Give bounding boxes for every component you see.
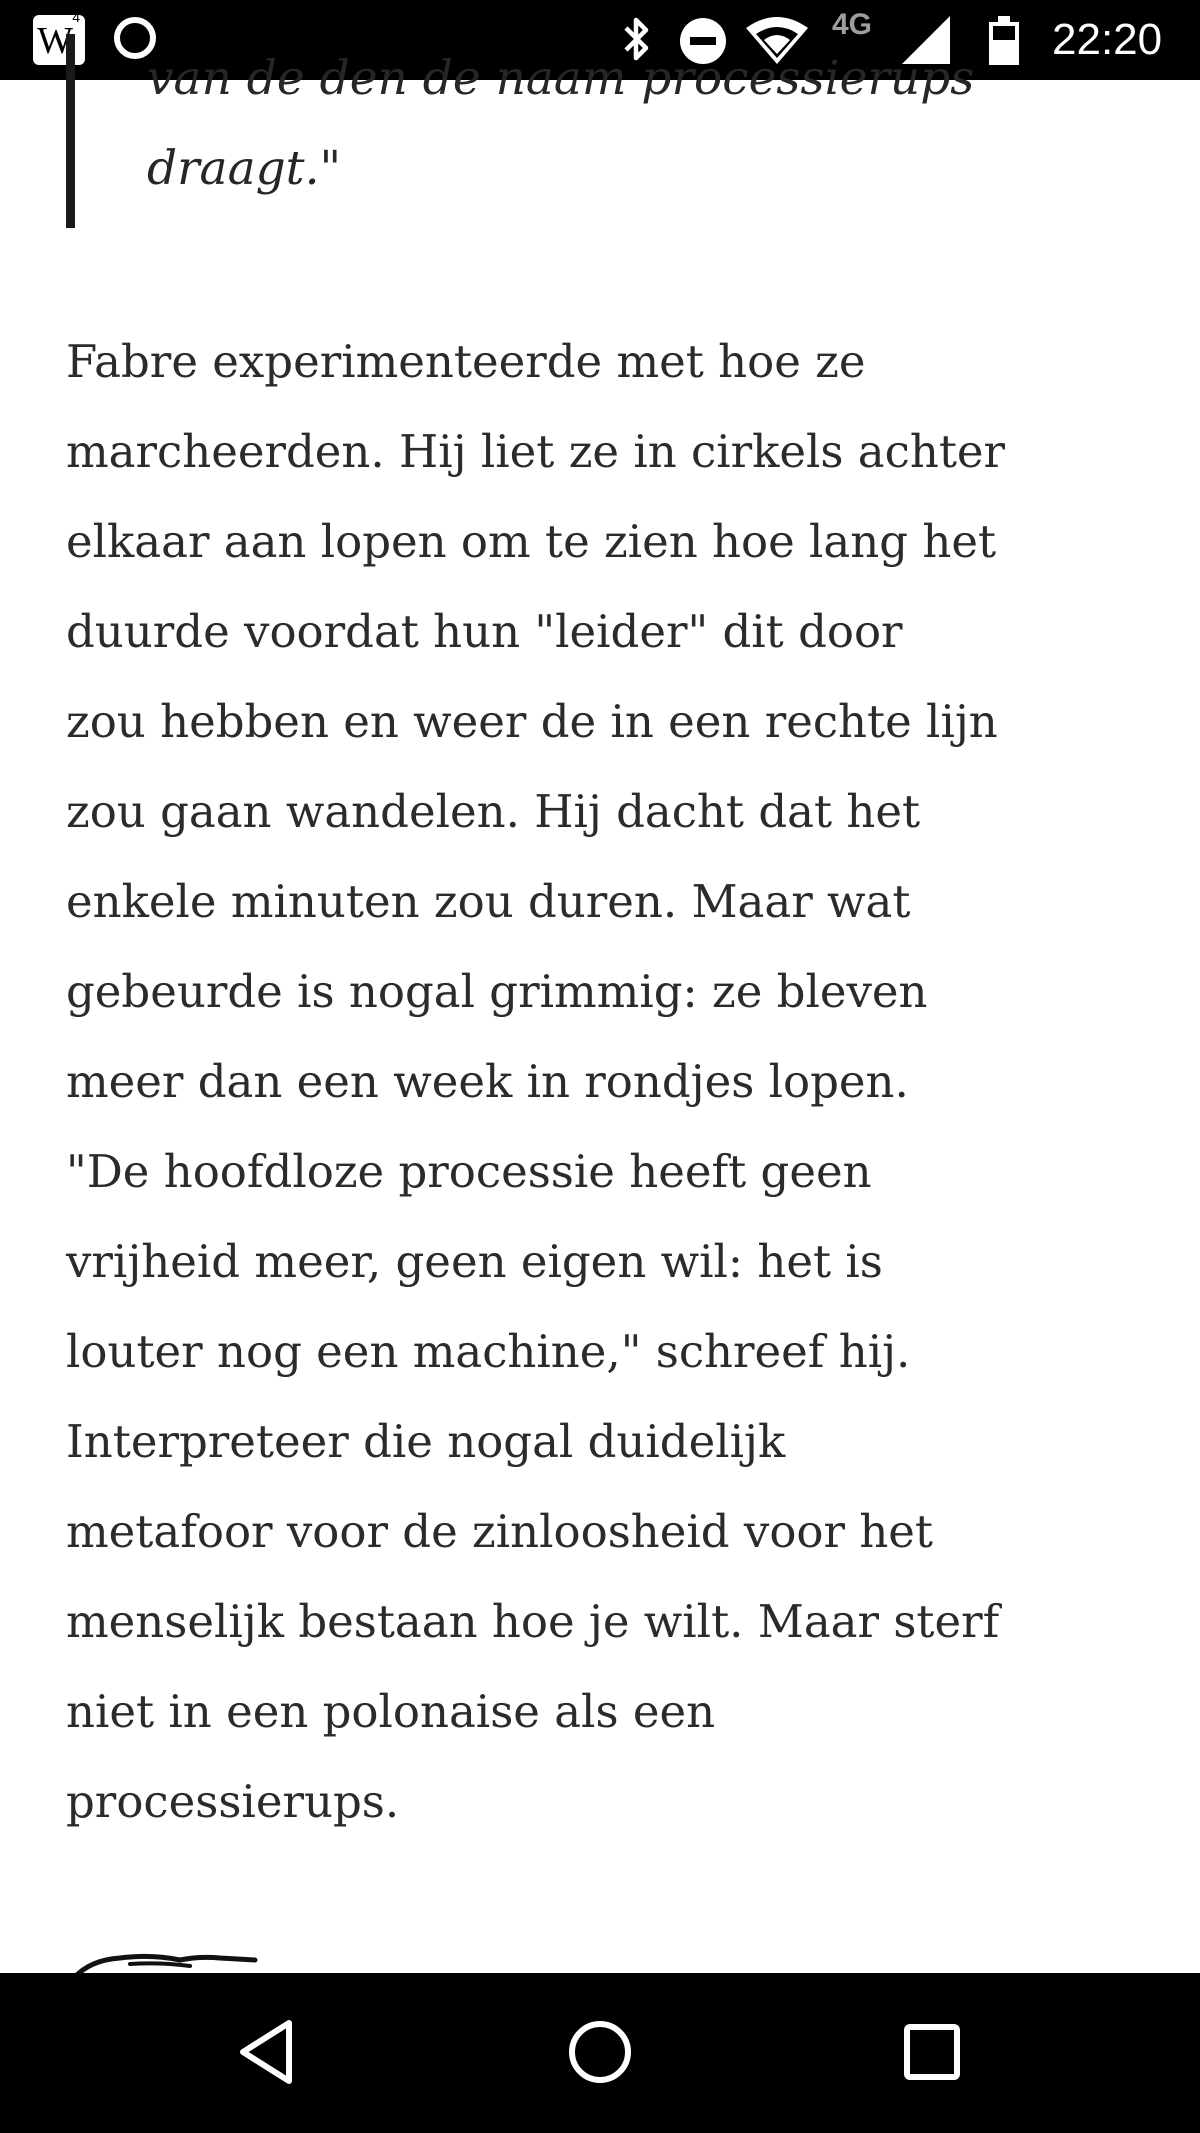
paragraph-line: duurde voordat hun "leider" dit door: [66, 605, 903, 658]
paragraph-line: zou gaan wandelen. Hij dacht dat het: [66, 785, 921, 838]
paragraph-line: niet in een polonaise als een: [66, 1685, 716, 1738]
paragraph-line: zou hebben en weer de in een rechte lijn: [66, 695, 998, 748]
paragraph-line: louter nog een machine," schreef hij.: [66, 1325, 911, 1378]
paragraph-line: gebeurde is nogal grimmig: ze bleven: [66, 965, 928, 1018]
paragraph-line: meer dan een week in rondjes lopen.: [66, 1055, 909, 1108]
paragraph-line: elkaar aan lopen om te zien hoe lang het: [66, 515, 997, 568]
paragraph-line: "De hoofdloze processie heeft geen: [66, 1145, 872, 1198]
paragraph-line: metafoor voor de zinloosheid voor het: [66, 1505, 934, 1558]
blockquote-line: van de den de naam processierups: [147, 51, 975, 106]
app-badge-letter: W: [37, 20, 73, 62]
paragraph-line: Fabre experimenteerde met hoe ze: [66, 335, 866, 388]
paragraph-line: processierups.: [66, 1775, 400, 1828]
paragraph-line: menselijk bestaan hoe je wilt. Maar sterf: [66, 1595, 1000, 1648]
blockquote: [66, 34, 1126, 228]
navigation-bar: [0, 1973, 1200, 2133]
app-badge-superscript: 4: [72, 9, 80, 25]
paragraph-line: marcheerden. Hij liet ze in cirkels achter: [66, 425, 1006, 478]
paragraph-line: enkele minuten zou duren. Maar wat: [66, 875, 911, 928]
status-clock: 22:20: [1052, 15, 1163, 64]
paragraph-line: vrijheid meer, geen eigen wil: het is: [66, 1235, 883, 1288]
home-icon: [565, 2017, 635, 2087]
blockquote-line: draagt.": [147, 141, 342, 196]
home-button[interactable]: [540, 1997, 660, 2107]
recents-button[interactable]: [872, 1997, 992, 2107]
network-type-label: 4G: [832, 8, 873, 41]
recents-icon: [897, 2017, 967, 2087]
back-button[interactable]: [208, 1997, 328, 2107]
back-icon: [233, 2017, 303, 2087]
paragraph-line: Interpreteer die nogal duidelijk: [66, 1415, 786, 1468]
article-content[interactable]: [0, 51, 1200, 1973]
